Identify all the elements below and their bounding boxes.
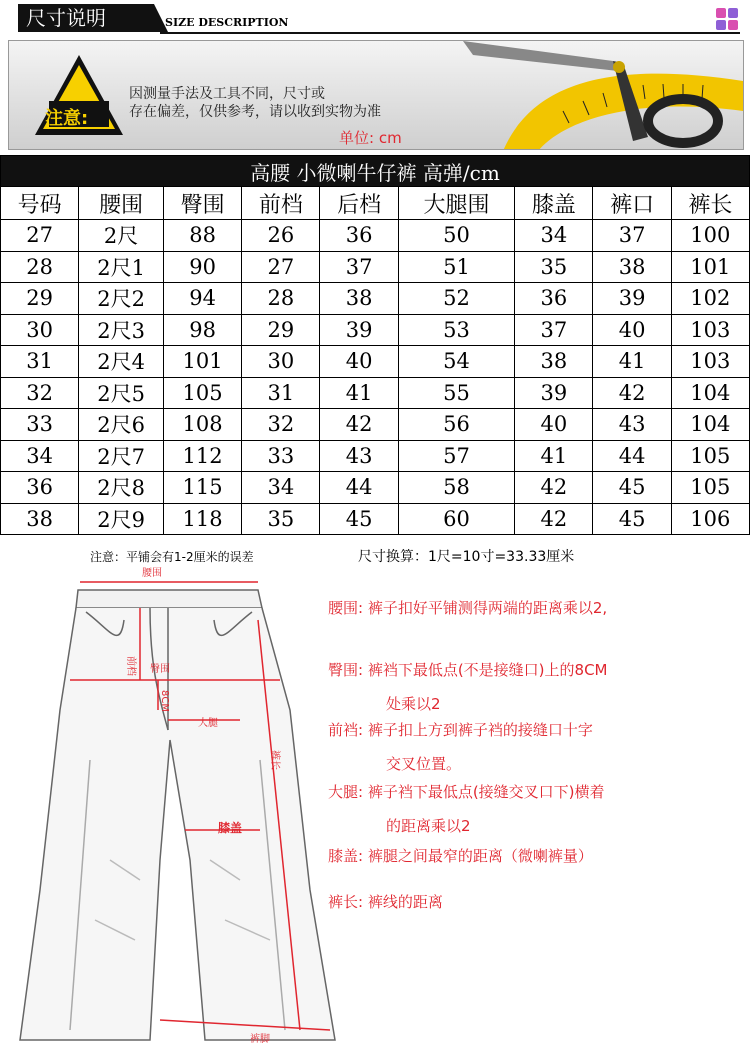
table-row	[1, 377, 750, 409]
table-row	[1, 472, 750, 504]
table-cell: 37	[320, 251, 398, 283]
table-cell: 98	[163, 314, 241, 346]
table-cell: 43	[593, 409, 671, 441]
table-cell: 39	[515, 377, 593, 409]
table-cell: 37	[515, 314, 593, 346]
table-cell: 37	[593, 220, 671, 252]
label-waist: 腰围	[142, 568, 162, 579]
table-cell: 39	[320, 314, 398, 346]
table-cell: 39	[593, 283, 671, 315]
notice-badge: 注意:	[45, 108, 89, 129]
table-cell: 2尺4	[79, 346, 164, 378]
label-length: 裤长	[269, 750, 280, 770]
table-cell: 45	[320, 503, 398, 535]
conversion-note: 尺寸换算：1尺=10寸=33.33厘米	[358, 549, 575, 565]
explanation-hip	[328, 660, 608, 714]
notice-banner	[8, 40, 744, 150]
table-cell: 2尺6	[79, 409, 164, 441]
table-header-cell: 膝盖	[515, 187, 593, 220]
table-cell: 2尺7	[79, 440, 164, 472]
table-cell: 33	[242, 440, 320, 472]
table-cell: 115	[163, 472, 241, 504]
table-cell: 28	[1, 251, 79, 283]
explanation-front-rise	[328, 720, 593, 774]
notice-text	[129, 85, 381, 121]
table-body	[1, 220, 750, 535]
table-header-cell: 腰围	[79, 187, 164, 220]
table-cell: 88	[163, 220, 241, 252]
notice-line-1: 因测量手法及工具不同，尺寸或	[129, 86, 325, 102]
explanation-line: 臀围: 裤裆下最低点(不是接缝口)上的8CM	[328, 661, 608, 679]
table-cell: 33	[1, 409, 79, 441]
table-cell: 38	[1, 503, 79, 535]
table-cell: 42	[320, 409, 398, 441]
table-row	[1, 220, 750, 252]
table-cell: 36	[515, 283, 593, 315]
table-cell: 52	[398, 283, 514, 315]
table-cell: 2尺	[79, 220, 164, 252]
table-cell: 100	[671, 220, 749, 252]
table-cell: 26	[242, 220, 320, 252]
table-cell: 43	[320, 440, 398, 472]
table-cell: 108	[163, 409, 241, 441]
label-thigh: 大腿	[198, 718, 218, 729]
scissors-tape-image	[443, 41, 743, 150]
table-cell: 40	[320, 346, 398, 378]
table-cell: 44	[593, 440, 671, 472]
table-cell: 28	[242, 283, 320, 315]
table-cell: 35	[242, 503, 320, 535]
table-cell: 27	[242, 251, 320, 283]
table-cell: 2尺9	[79, 503, 164, 535]
table-header-cell: 臀围	[163, 187, 241, 220]
table-row	[1, 440, 750, 472]
explanation-line: 交叉位置。	[386, 755, 462, 773]
label-front-rise: 前档	[125, 656, 136, 676]
table-row	[1, 314, 750, 346]
table-cell: 41	[320, 377, 398, 409]
table-header-cell: 裤长	[671, 187, 749, 220]
table-cell: 112	[163, 440, 241, 472]
table-header-cell: 大腿围	[398, 187, 514, 220]
table-cell: 50	[398, 220, 514, 252]
table-cell: 105	[671, 472, 749, 504]
explanation-line: 膝盖: 裤腿之间最窄的距离（微喇裤量）	[328, 847, 593, 865]
table-cell: 54	[398, 346, 514, 378]
table-title: 高腰 小微喇牛仔裤 高弹/cm	[1, 156, 750, 187]
table-cell: 29	[242, 314, 320, 346]
table-cell: 41	[593, 346, 671, 378]
table-cell: 57	[398, 440, 514, 472]
table-cell: 106	[671, 503, 749, 535]
explanation-line: 裤长: 裤线的距离	[328, 893, 443, 911]
table-cell: 36	[320, 220, 398, 252]
table-cell: 27	[1, 220, 79, 252]
table-cell: 34	[515, 220, 593, 252]
table-row	[1, 409, 750, 441]
table-cell: 41	[515, 440, 593, 472]
table-cell: 34	[1, 440, 79, 472]
table-cell: 2尺5	[79, 377, 164, 409]
table-cell: 94	[163, 283, 241, 315]
table-cell: 34	[242, 472, 320, 504]
table-row	[1, 283, 750, 315]
explanation-line: 处乘以2	[386, 695, 441, 713]
notice-line-2: 存在偏差，仅供参考，请以收到实物为准	[129, 104, 381, 120]
table-cell: 103	[671, 314, 749, 346]
explanation-waist	[328, 598, 607, 618]
header-subtitle: SIZE DESCRIPTION	[165, 16, 289, 29]
table-cell: 105	[163, 377, 241, 409]
table-cell: 104	[671, 409, 749, 441]
table-cell: 90	[163, 251, 241, 283]
table-row	[1, 346, 750, 378]
table-cell: 38	[515, 346, 593, 378]
table-cell: 53	[398, 314, 514, 346]
table-row	[1, 503, 750, 535]
header-bar	[0, 0, 750, 36]
table-header-cell: 裤口	[593, 187, 671, 220]
table-cell: 118	[163, 503, 241, 535]
table-cell: 58	[398, 472, 514, 504]
table-cell: 44	[320, 472, 398, 504]
label-hip-depth: 8CM	[159, 690, 170, 712]
table-cell: 105	[671, 440, 749, 472]
table-cell: 2尺3	[79, 314, 164, 346]
jeans-measurement-diagram	[0, 560, 345, 1059]
header-title: 尺寸说明	[18, 4, 154, 32]
explanation-line: 的距离乘以2	[386, 817, 471, 835]
table-cell: 104	[671, 377, 749, 409]
table-row	[1, 251, 750, 283]
table-cell: 32	[1, 377, 79, 409]
table-cell: 2尺2	[79, 283, 164, 315]
table-cell: 2尺1	[79, 251, 164, 283]
table-cell: 2尺8	[79, 472, 164, 504]
notice-unit: 单位: cm	[339, 129, 402, 147]
explanation-thigh	[328, 782, 605, 836]
explanation-line: 腰围: 裤子扣好平铺测得两端的距离乘以2,	[328, 599, 608, 617]
table-cell: 60	[398, 503, 514, 535]
table-cell: 38	[320, 283, 398, 315]
table-cell: 55	[398, 377, 514, 409]
table-cell: 42	[515, 503, 593, 535]
table-cell: 40	[515, 409, 593, 441]
table-cell: 42	[593, 377, 671, 409]
table-cell: 42	[515, 472, 593, 504]
table-cell: 51	[398, 251, 514, 283]
table-header-cell: 前档	[242, 187, 320, 220]
table-header-row	[1, 187, 750, 220]
table-cell: 56	[398, 409, 514, 441]
table-header-cell: 后档	[320, 187, 398, 220]
table-cell: 40	[593, 314, 671, 346]
table-cell: 101	[671, 251, 749, 283]
explanation-length	[328, 892, 443, 912]
table-cell: 103	[671, 346, 749, 378]
table-cell: 102	[671, 283, 749, 315]
table-cell: 30	[1, 314, 79, 346]
brand-logo-icon	[716, 8, 738, 30]
error-note: 注意：平铺会有1-2厘米的误差	[90, 550, 254, 564]
table-cell: 31	[242, 377, 320, 409]
table-cell: 29	[1, 283, 79, 315]
table-cell: 101	[163, 346, 241, 378]
explanation-line: 前裆: 裤子扣上方到裤子裆的接缝口十字	[328, 721, 593, 739]
label-hip: 臀围	[150, 664, 170, 675]
table-cell: 30	[242, 346, 320, 378]
size-table	[0, 155, 750, 535]
table-cell: 35	[515, 251, 593, 283]
table-header-cell: 号码	[1, 187, 79, 220]
table-cell: 38	[593, 251, 671, 283]
label-knee: 膝盖	[218, 821, 243, 835]
explanation-knee	[328, 846, 593, 866]
explanation-line: 大腿: 裤子裆下最低点(接缝交叉口下)横着	[328, 783, 605, 801]
table-cell: 31	[1, 346, 79, 378]
table-cell: 45	[593, 472, 671, 504]
label-hem: 裤脚	[250, 1034, 270, 1045]
table-cell: 32	[242, 409, 320, 441]
table-cell: 45	[593, 503, 671, 535]
header-divider	[160, 32, 740, 34]
table-cell: 36	[1, 472, 79, 504]
